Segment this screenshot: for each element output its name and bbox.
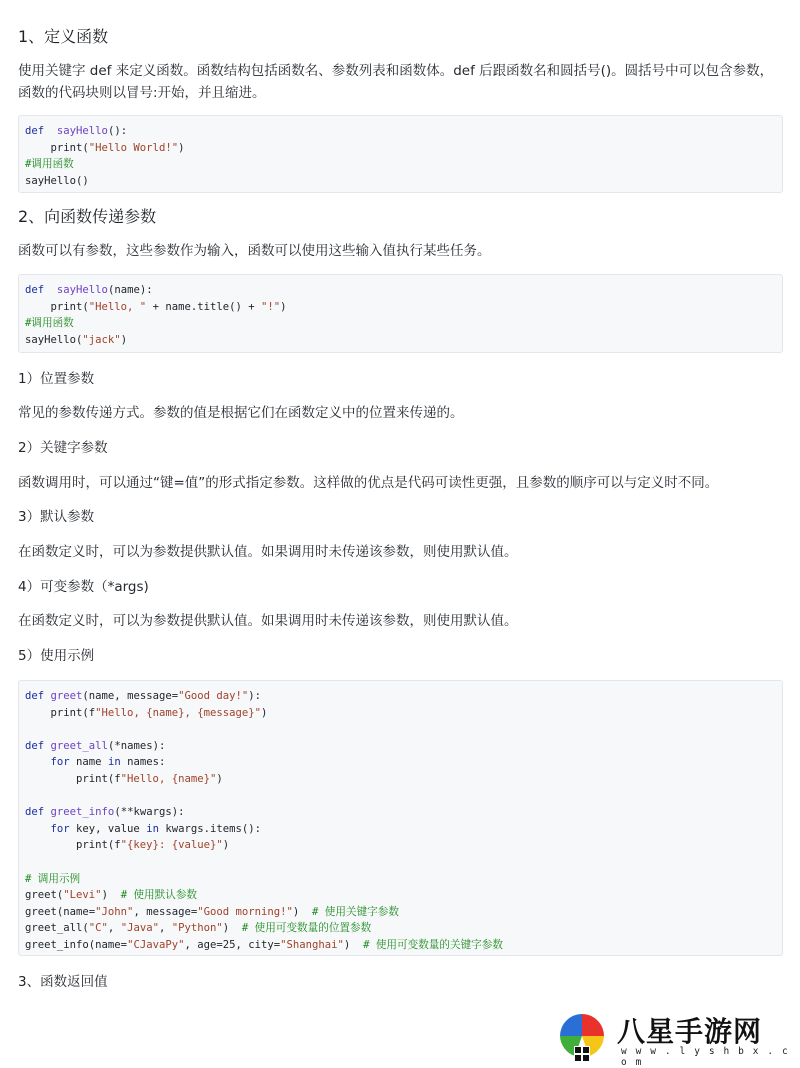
code-line: def greet_info(**kwargs):: [25, 806, 185, 819]
subheading-default-params: 3）默认参数: [18, 509, 95, 525]
code-line: def greet(name, message="Good day!"):: [25, 690, 262, 702]
code-line: print(f"{key}: {value}"): [25, 839, 230, 852]
code-line: for key, value in kwargs.items():: [50, 822, 262, 835]
code-line: def sayHello(name):: [25, 284, 153, 296]
code-block-2[interactable]: [18, 274, 783, 353]
code-line: def sayHello():: [25, 125, 128, 137]
watermark-logo-icon: [551, 1008, 613, 1063]
subheading-positional-params: 1）位置参数: [18, 371, 95, 387]
paragraph-keyword-params: 函数调用时，可以通过“键=值”的形式指定参数。这样做的优点是代码可读性更强，且参数的顺序可以与定义时不同。: [18, 475, 719, 491]
code-block-3[interactable]: [18, 680, 783, 956]
paragraph-positional-params: 常见的参数传递方式。参数的值是根据它们在函数定义中的位置来传递的。: [18, 405, 464, 421]
code-line: greet("Levi") # 使用默认参数: [25, 889, 198, 902]
code-line: # 调用示例: [25, 872, 81, 885]
watermark-site-url: w w w . l y s h b x . c o m: [621, 1046, 790, 1068]
code-line: [25, 721, 776, 738]
code-line: print(f"Hello, {name}"): [25, 772, 223, 785]
code-line: greet(name="John", message="Good morning!") # 使用关键字参数: [25, 905, 399, 918]
code-line: for name in names:: [50, 756, 166, 769]
paragraph-define-function: 使用关键字 def 来定义函数。函数结构包括函数名、参数列表和函数体。def 后跟函数名和圆括号()。圆括号中可以包含参数，函数的代码块则以冒号:开始，并且缩进。: [18, 63, 774, 101]
code-line: #调用函数: [25, 317, 74, 330]
subheading-keyword-params: 2）关键字参数: [18, 440, 108, 456]
code-line: #调用函数: [25, 158, 74, 171]
code-line: print("Hello, " + name.title() + "!"): [25, 300, 287, 313]
section-heading-define-function: 1、定义函数: [18, 27, 109, 46]
section-heading-pass-params: 2、向函数传递参数: [18, 207, 157, 226]
code-line: sayHello("jack"): [25, 333, 128, 346]
code-line: greet_all("C", "Java", "Python") # 使用可变数量的位置参数: [25, 922, 372, 935]
paragraph-varargs: 在函数定义时，可以为参数提供默认值。如果调用时未传递该参数，则使用默认值。: [18, 613, 518, 629]
section-heading-return-value: 3、函数返回值: [18, 974, 108, 990]
code-line: print(f"Hello, {name}, {message}"): [25, 706, 268, 719]
code-line: [25, 854, 776, 871]
subheading-varargs: 4）可变参数（*args): [18, 579, 149, 595]
code-line: sayHello(): [25, 174, 89, 187]
code-line: greet_info(name="CJavaPy", age=25, city="Shanghai") # 使用可变数量的关键字参数: [25, 938, 503, 951]
paragraph-pass-params: 函数可以有参数，这些参数作为输入，函数可以使用这些输入值执行某些任务。: [18, 243, 491, 259]
code-line: def greet_all(*names):: [25, 739, 166, 752]
paragraph-default-params: 在函数定义时，可以为参数提供默认值。如果调用时未传递该参数，则使用默认值。: [18, 544, 518, 560]
watermark-site-name: 八星手游网: [617, 1015, 763, 1048]
code-line: print("Hello World!"): [25, 141, 185, 154]
subheading-usage-example: 5）使用示例: [18, 648, 95, 664]
code-block-1[interactable]: [18, 115, 783, 193]
code-line: [25, 788, 776, 805]
site-watermark: [551, 1008, 791, 1068]
